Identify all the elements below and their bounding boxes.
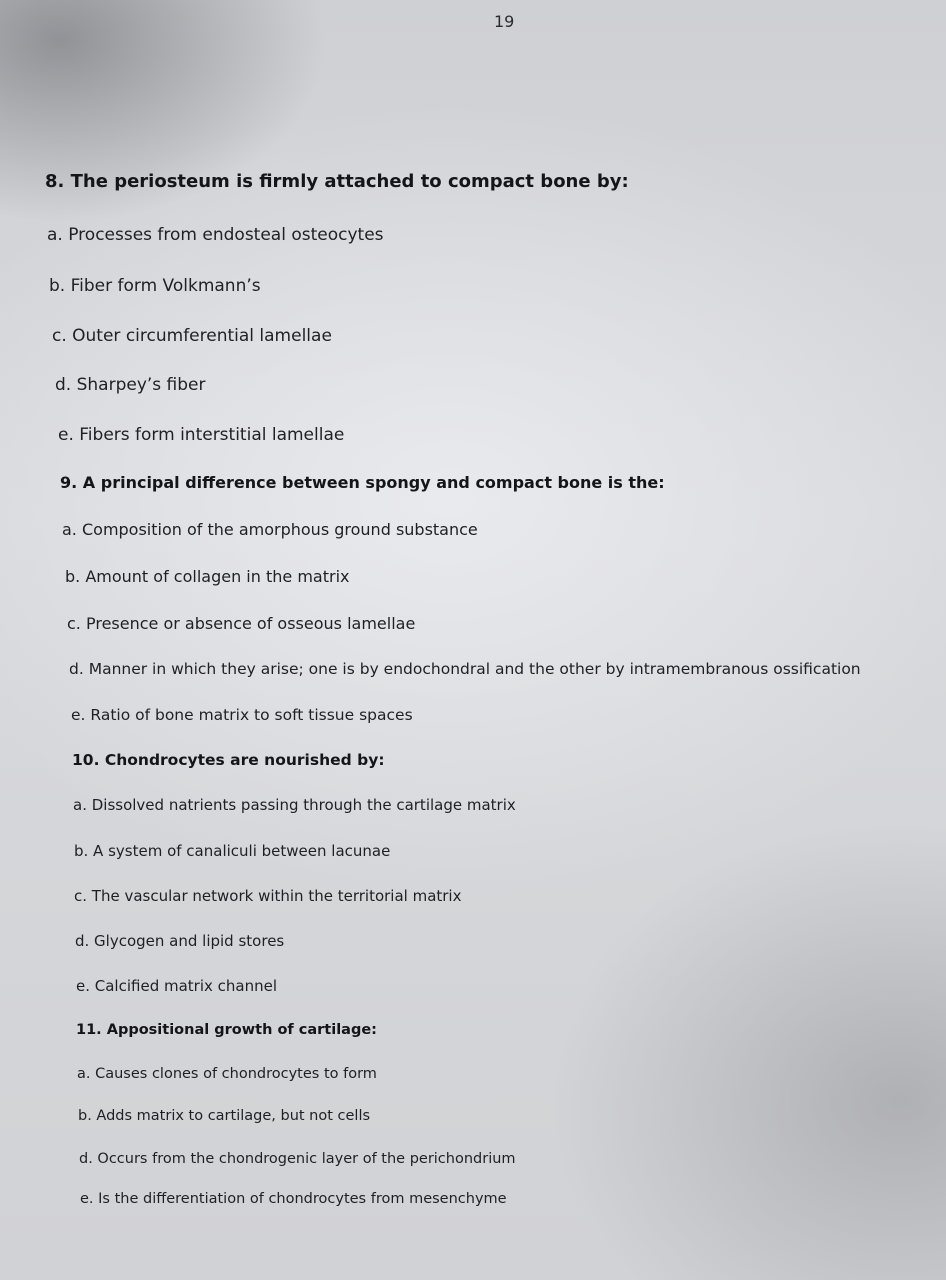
question-11-option-e: e. Is the differentiation of chondrocytes from mesenchyme [80, 1191, 507, 1207]
question-11-option-a: a. Causes clones of chondrocytes to form [77, 1066, 377, 1082]
question-8-option-e: e. Fibers form interstitial lamellae [58, 425, 345, 445]
question-10-option-d: d. Glycogen and lipid stores [75, 932, 285, 950]
question-10-option-a: a. Dissolved natrients passing through the cartilage matrix [73, 796, 516, 814]
question-11-option-b: b. Adds matrix to cartilage, but not cells [78, 1108, 371, 1124]
question-10-option-e: e. Calcified matrix channel [76, 977, 277, 995]
question-8-option-c: c. Outer circumferential lamellae [52, 326, 332, 346]
question-8-option-d: d. Sharpey’s fiber [55, 375, 206, 395]
question-9-stem: 9. A principal difference between spongy and compact bone is the: [60, 473, 665, 492]
question-9-option-e: e. Ratio of bone matrix to soft tissue spaces [71, 706, 413, 724]
question-10-stem: 10. Chondrocytes are nourished by: [72, 751, 385, 769]
question-9-option-a: a. Composition of the amorphous ground substance [62, 520, 478, 539]
question-8-option-a: a. Processes from endosteal osteocytes [47, 225, 384, 245]
question-8-option-b: b. Fiber form Volkmann’s [49, 276, 261, 296]
question-11-stem: 11. Appositional growth of cartilage: [76, 1022, 377, 1038]
page-number: 19 [494, 12, 515, 31]
question-9-option-c: c. Presence or absence of osseous lamellae [67, 614, 416, 633]
question-10-option-b: b. A system of canaliculi between lacunae [74, 842, 391, 860]
question-8-stem: 8. The periosteum is firmly attached to compact bone by: [45, 171, 629, 192]
question-9-option-b: b. Amount of collagen in the matrix [65, 567, 350, 586]
question-10-option-c: c. The vascular network within the territorial matrix [74, 887, 462, 905]
question-9-option-d: d. Manner in which they arise; one is by endochondral and the other by intramembranous ossification [69, 660, 861, 678]
question-11-option-d: d. Occurs from the chondrogenic layer of the perichondrium [79, 1151, 516, 1167]
